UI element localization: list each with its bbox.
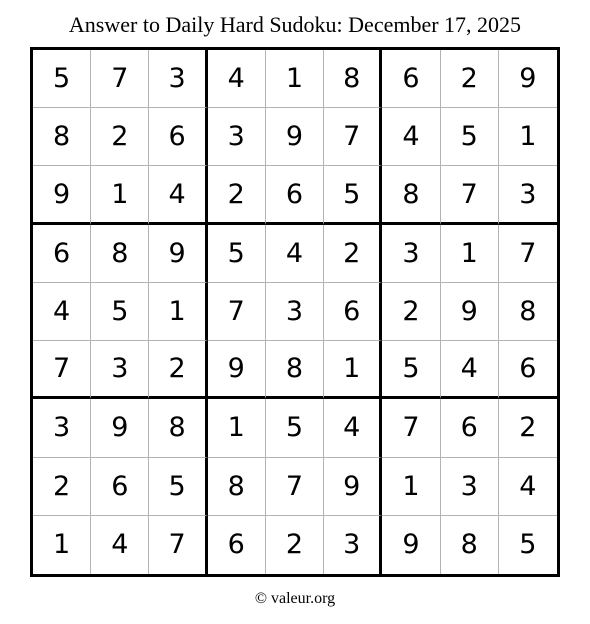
sudoku-cell-r6c9: 6 [499, 341, 557, 399]
sudoku-board [30, 47, 560, 577]
sudoku-cell-r9c8: 8 [441, 516, 499, 574]
sudoku-cell-r3c7: 8 [382, 166, 440, 224]
sudoku-cell-r3c9: 3 [499, 166, 557, 224]
sudoku-cell-r4c8: 1 [441, 225, 499, 283]
sudoku-cell-r3c2: 1 [91, 166, 149, 224]
sudoku-cell-r3c1: 9 [33, 166, 91, 224]
sudoku-cell-r7c3: 8 [149, 399, 207, 457]
sudoku-cell-r2c5: 9 [266, 108, 324, 166]
sudoku-cell-r9c1: 1 [33, 516, 91, 574]
sudoku-cell-r8c6: 9 [324, 458, 382, 516]
sudoku-cell-r2c6: 7 [324, 108, 382, 166]
sudoku-cell-r5c8: 9 [441, 283, 499, 341]
sudoku-cell-r1c1: 5 [33, 50, 91, 108]
sudoku-cell-r6c5: 8 [266, 341, 324, 399]
sudoku-cell-r4c7: 3 [382, 225, 440, 283]
sudoku-cell-r1c3: 3 [149, 50, 207, 108]
sudoku-cell-r1c7: 6 [382, 50, 440, 108]
sudoku-cell-r5c5: 3 [266, 283, 324, 341]
sudoku-cell-r4c4: 5 [208, 225, 266, 283]
sudoku-cell-r6c8: 4 [441, 341, 499, 399]
sudoku-cell-r7c5: 5 [266, 399, 324, 457]
sudoku-cell-r2c9: 1 [499, 108, 557, 166]
sudoku-cell-r8c8: 3 [441, 458, 499, 516]
sudoku-cell-r7c1: 3 [33, 399, 91, 457]
sudoku-cell-r4c1: 6 [33, 225, 91, 283]
sudoku-cell-r9c3: 7 [149, 516, 207, 574]
sudoku-cell-r8c4: 8 [208, 458, 266, 516]
sudoku-cell-r4c2: 8 [91, 225, 149, 283]
sudoku-cell-r7c2: 9 [91, 399, 149, 457]
sudoku-cell-r8c2: 6 [91, 458, 149, 516]
sudoku-cell-r5c4: 7 [208, 283, 266, 341]
sudoku-cell-r9c5: 2 [266, 516, 324, 574]
sudoku-cell-r7c4: 1 [208, 399, 266, 457]
sudoku-cell-r1c8: 2 [441, 50, 499, 108]
sudoku-cell-r8c3: 5 [149, 458, 207, 516]
sudoku-cell-r6c3: 2 [149, 341, 207, 399]
sudoku-cell-r4c6: 2 [324, 225, 382, 283]
sudoku-cell-r8c5: 7 [266, 458, 324, 516]
sudoku-cell-r2c8: 5 [441, 108, 499, 166]
sudoku-cell-r7c7: 7 [382, 399, 440, 457]
sudoku-cell-r6c1: 7 [33, 341, 91, 399]
sudoku-cell-r9c9: 5 [519, 529, 537, 561]
sudoku-cell-r2c4: 3 [208, 108, 266, 166]
sudoku-cell-r3c8: 7 [441, 166, 499, 224]
sudoku-cell-r3c4: 2 [208, 166, 266, 224]
sudoku-cell-r5c2: 5 [91, 283, 149, 341]
sudoku-cell-r5c3: 1 [149, 283, 207, 341]
sudoku-cell-r5c6: 6 [324, 283, 382, 341]
sudoku-cell-r1c2: 7 [91, 50, 149, 108]
sudoku-cell-r2c7: 4 [382, 108, 440, 166]
sudoku-cell-r1c9: 9 [499, 50, 557, 108]
sudoku-cell-r2c3: 6 [149, 108, 207, 166]
sudoku-cell-r7c8: 6 [441, 399, 499, 457]
sudoku-cell-r1c4: 4 [208, 50, 266, 108]
sudoku-cell-r6c7: 5 [382, 341, 440, 399]
sudoku-cell-r9c7: 9 [382, 516, 440, 574]
sudoku-cell-r7c9: 2 [499, 399, 557, 457]
sudoku-cell-r2c1: 8 [33, 108, 91, 166]
sudoku-cell-r8c1: 2 [33, 458, 91, 516]
sudoku-cell-r2c2: 2 [91, 108, 149, 166]
footer-credit: © valeur.org [254, 590, 336, 607]
sudoku-cell-r5c7: 2 [382, 283, 440, 341]
sudoku-cell-r3c6: 5 [324, 166, 382, 224]
sudoku-cell-r3c5: 6 [266, 166, 324, 224]
sudoku-cell-r9c4: 6 [208, 516, 266, 574]
sudoku-cell-r8c7: 1 [382, 458, 440, 516]
sudoku-cell-r1c6: 8 [324, 50, 382, 108]
page-title: Answer to Daily Hard Sudoku: December 17, 2025 [68, 12, 522, 37]
sudoku-cell-r5c9: 8 [499, 283, 557, 341]
sudoku-cell-r4c9: 7 [499, 225, 557, 283]
sudoku-cell-r4c3: 9 [149, 225, 207, 283]
sudoku-cell-r6c2: 3 [91, 341, 149, 399]
sudoku-cell-r8c9: 4 [499, 458, 557, 516]
sudoku-cell-r7c6: 4 [324, 399, 382, 457]
sudoku-cell-r3c3: 4 [149, 166, 207, 224]
sudoku-cell-r9c6: 3 [324, 516, 382, 574]
sudoku-cell-r6c4: 9 [208, 341, 266, 399]
sudoku-cell-r9c2: 4 [91, 516, 149, 574]
sudoku-cell-r6c6: 1 [324, 341, 382, 399]
sudoku-cell-r1c5: 1 [266, 50, 324, 108]
sudoku-cell-r5c1: 4 [33, 283, 91, 341]
sudoku-cell-r4c5: 4 [266, 225, 324, 283]
